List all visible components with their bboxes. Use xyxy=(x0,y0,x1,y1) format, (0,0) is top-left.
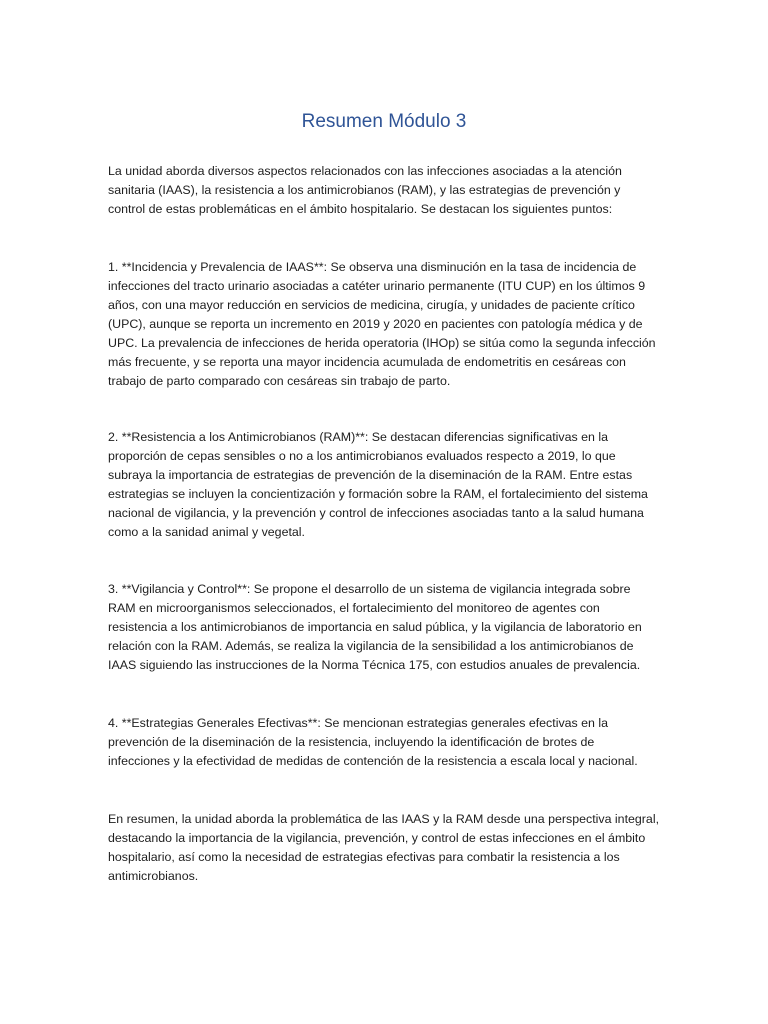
paragraph-line: relación con la RAM. Además, se realiza la vigilancia de la sensibilidad a los antimicrobianos de xyxy=(108,639,634,653)
intro-paragraph xyxy=(108,162,668,219)
paragraph-line: como a la sanidad animal y vegetal. xyxy=(108,525,305,539)
paragraph-line: infecciones del tracto urinario asociadas a catéter urinario permanente (ITU CUP) en los últimos 9 xyxy=(108,279,646,293)
point-1-paragraph xyxy=(108,258,668,391)
paragraph-line: más frecuente, y se reporta una mayor incidencia acumulada de endometritis en cesáreas con xyxy=(108,355,626,369)
paragraph-line: (UPC), aunque se reporta un incremento en 2019 y 2020 en pacientes con patología médica y de xyxy=(108,317,643,331)
paragraph-line: IAAS siguiendo las instrucciones de la Norma Técnica 175, con estudios anuales de prevalencia. xyxy=(108,658,641,672)
paragraph-line: destacando la importancia de la vigilancia, prevención, y control de estas infecciones en el ámbito xyxy=(108,831,646,845)
paragraph-line: hospitalario, así como la necesidad de estrategias efectivas para combatir la resistencia a los xyxy=(108,850,620,864)
paragraph-line: nacional de vigilancia, y la prevención y control de infecciones asociadas tanto a la salud humana xyxy=(108,506,644,520)
paragraph-line: 3. **Vigilancia y Control**: Se propone el desarrollo de un sistema de vigilancia integrada sobre xyxy=(108,582,631,596)
paragraph-line: estrategias se incluyen la concientización y formación sobre la RAM, el fortalecimiento del sistema xyxy=(108,487,648,501)
paragraph-line: subraya la importancia de estrategias de prevención de la diseminación de la RAM. Entre estas xyxy=(108,468,633,482)
paragraph-line: proporción de cepas sensibles o no a los antimicrobianos evaluados respecto a 2019, lo que xyxy=(108,449,616,463)
paragraph-line: trabajo de parto comparado con cesáreas sin trabajo de parto. xyxy=(108,374,451,388)
paragraph-line: 1. **Incidencia y Prevalencia de IAAS**: Se observa una disminución en la tasa de incidencia de xyxy=(108,260,637,274)
paragraph-line: años, con una mayor reducción en servicios de medicina, cirugía, y unidades de paciente crítico xyxy=(108,298,635,312)
paragraph-line: 4. **Estrategias Generales Efectivas**: Se mencionan estrategias generales efectivas en la xyxy=(108,716,609,730)
paragraph-line: prevención de la diseminación de la resistencia, incluyendo la identificación de brotes de xyxy=(108,735,595,749)
summary-paragraph xyxy=(108,810,668,886)
page-title: Resumen Módulo 3 xyxy=(301,111,467,132)
paragraph-line: antimicrobianos. xyxy=(108,869,199,883)
point-3-paragraph xyxy=(108,580,668,675)
paragraph-line: RAM en microorganismos seleccionados, el fortalecimiento del monitoreo de agentes con xyxy=(108,601,600,615)
paragraph-line: La unidad aborda diversos aspectos relacionados con las infecciones asociadas a la atención xyxy=(108,164,622,178)
paragraph-line: resistencia a los antimicrobianos de importancia en salud pública, y la vigilancia de laboratorio en xyxy=(108,620,642,634)
paragraph-line: infecciones y la efectividad de medidas de contención de la resistencia a escala local y nacional. xyxy=(108,754,638,768)
paragraph-line: control de estas problemáticas en el ámbito hospitalario. Se destacan los siguientes puntos: xyxy=(108,202,613,216)
paragraph-line: UPC. La prevalencia de infecciones de herida operatoria (IHOp) se sitúa como la segunda infección xyxy=(108,336,656,350)
paragraph-line: sanitaria (IAAS), la resistencia a los antimicrobianos (RAM), y las estrategias de prevención y xyxy=(108,183,621,197)
paragraph-line: 2. **Resistencia a los Antimicrobianos (RAM)**: Se destacan diferencias significativas en la xyxy=(108,430,608,444)
point-2-paragraph xyxy=(108,428,668,542)
point-4-paragraph xyxy=(108,714,668,771)
paragraph-line: En resumen, la unidad aborda la problemática de las IAAS y la RAM desde una perspectiva integral, xyxy=(108,812,660,826)
